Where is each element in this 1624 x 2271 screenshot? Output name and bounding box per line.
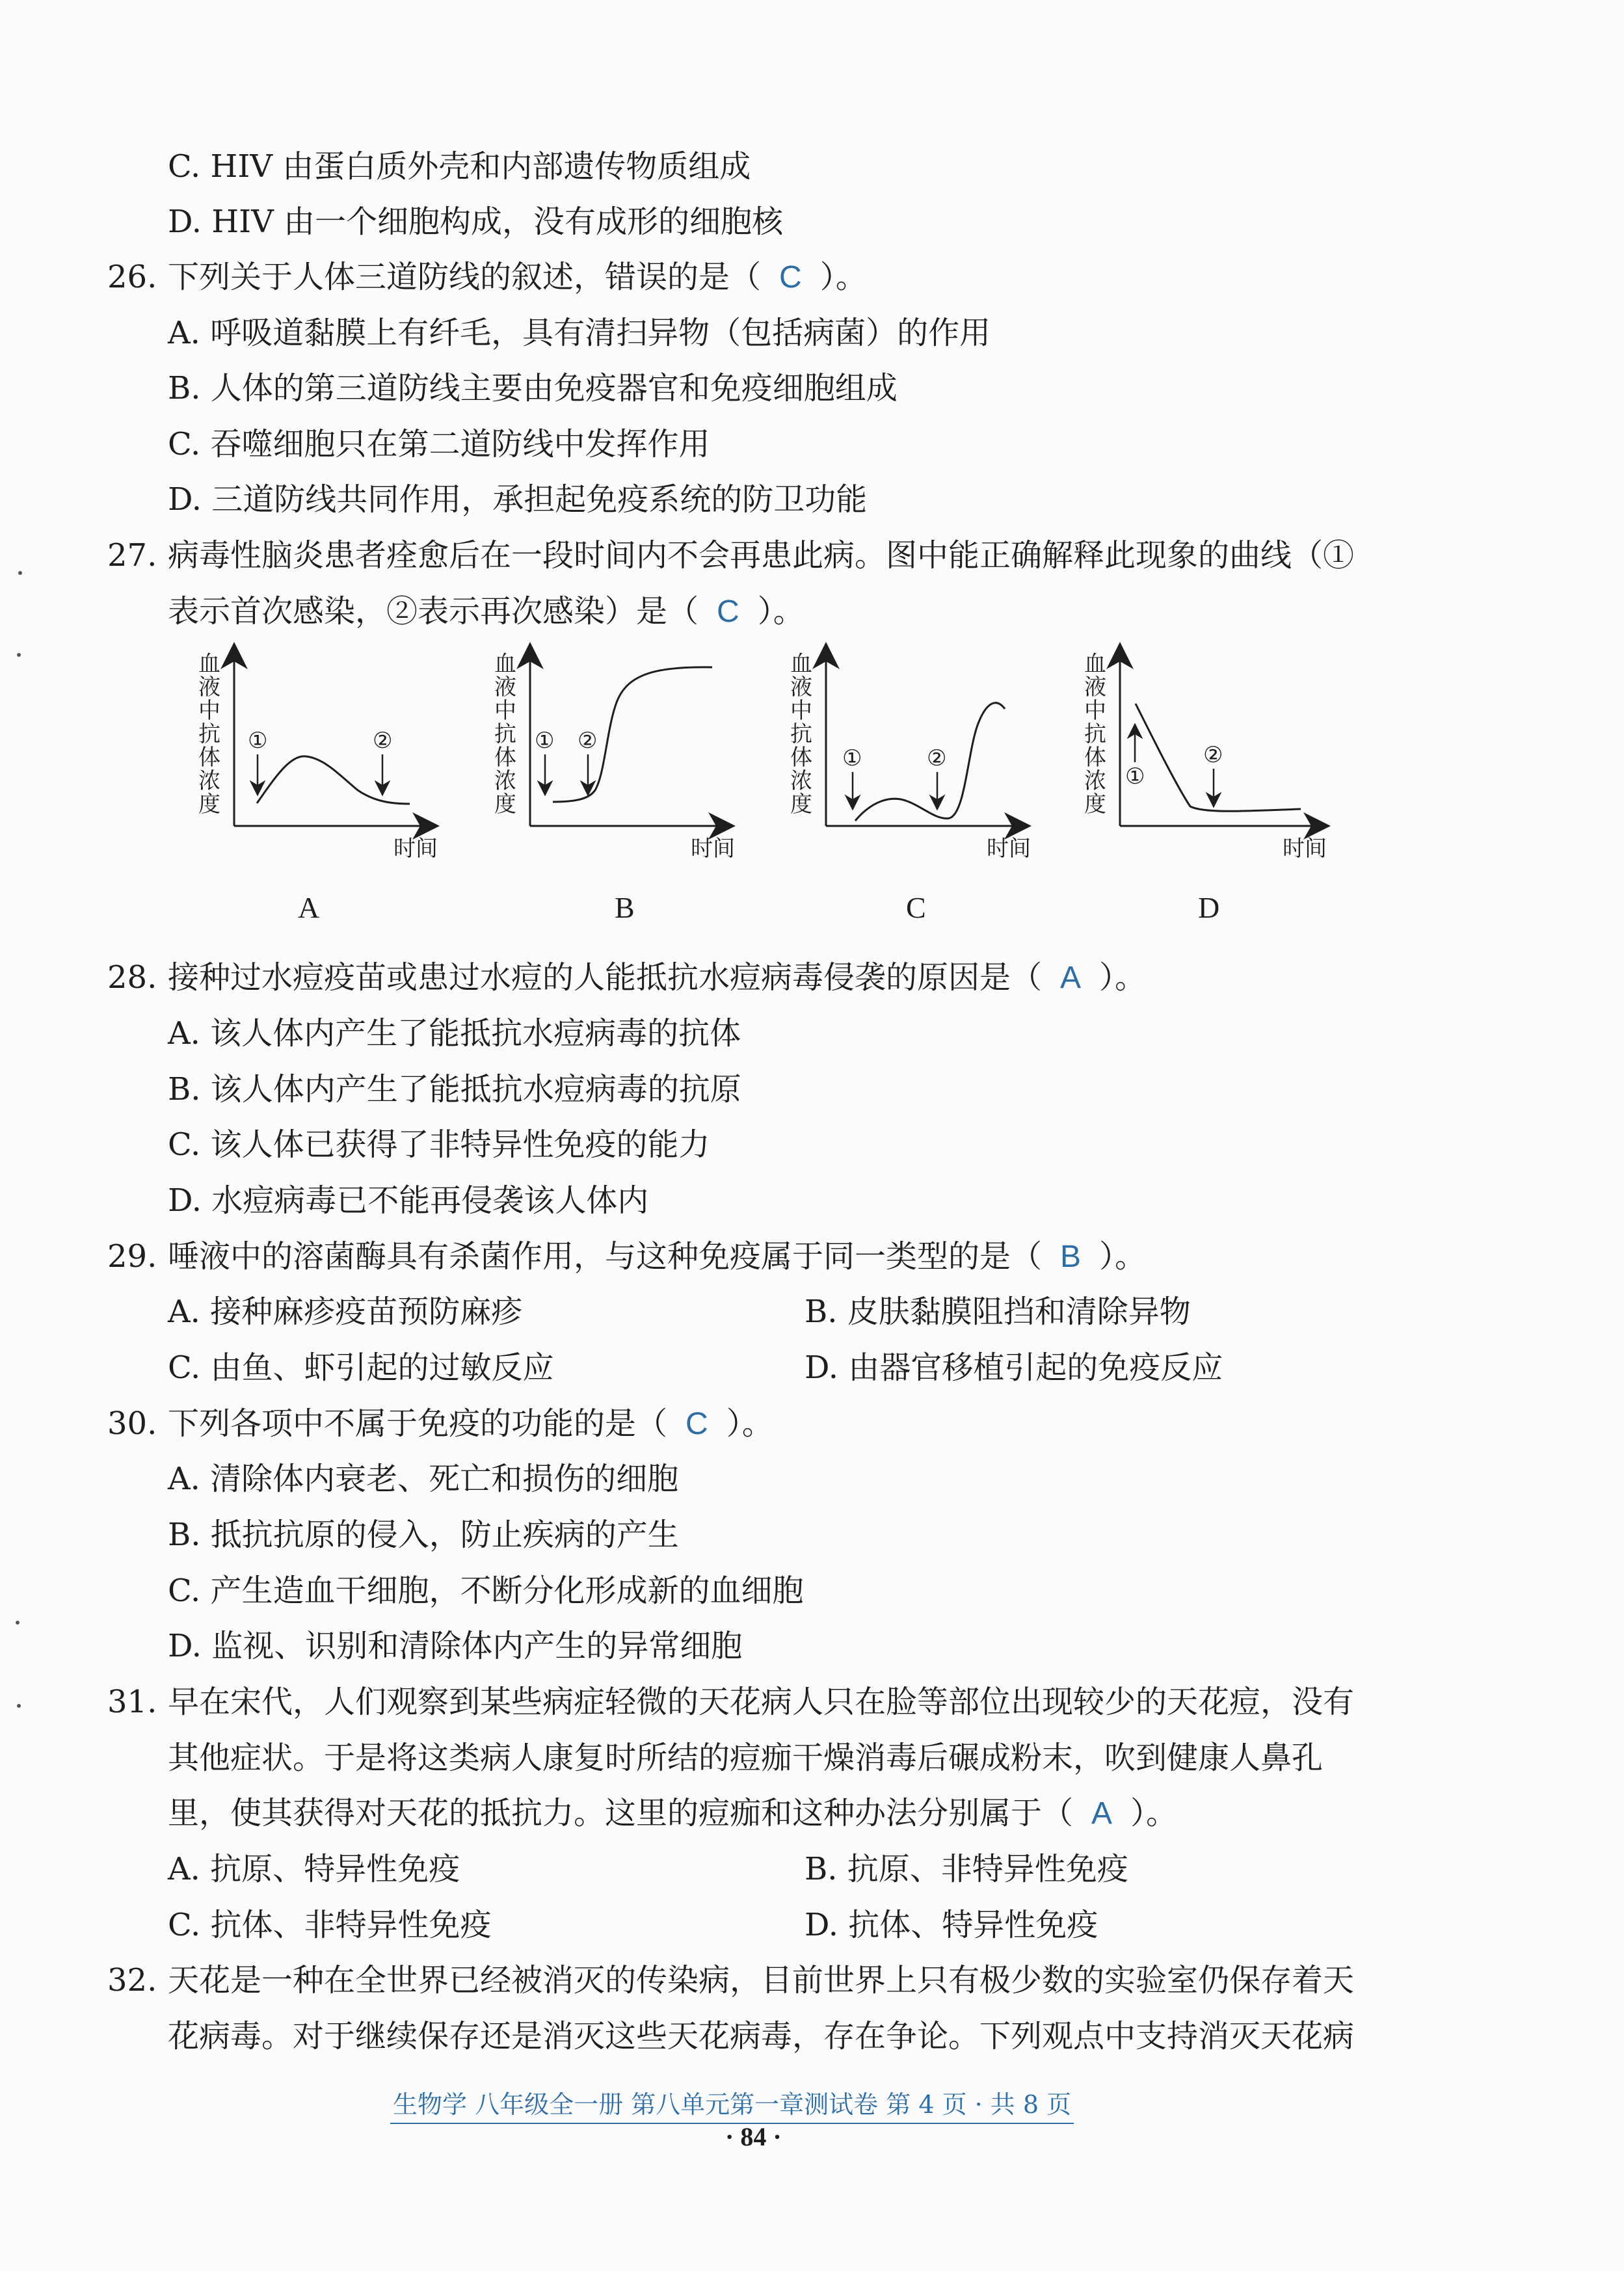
graph-c-y-label-char: 血 <box>790 651 812 677</box>
graph-a-y-label-char: 液 <box>198 674 220 700</box>
q28-stem-end: ）。 <box>1099 959 1147 996</box>
q30-stem-text: 下列各项中不属于免疫的功能的是（ <box>168 1405 668 1442</box>
graph-b-y-label-char: 中 <box>494 698 516 724</box>
q28-option-a: A. 该人体内产生了能抵抗水痘病毒的抗体 <box>168 1015 741 1052</box>
q26-option-c: C. 吞噬细胞只在第二道防线中发挥作用 <box>168 426 710 462</box>
graph-b <box>530 656 735 862</box>
graph-c-y-label-char: 抗 <box>790 721 812 747</box>
graph-d-y-label-char: 血 <box>1084 651 1106 677</box>
q31-option-b: B. 抗原、非特异性免疫 <box>805 1851 1128 1887</box>
q26-stem-end: ）。 <box>819 259 867 295</box>
graph-a-curve <box>257 756 410 804</box>
q30-option-d: D. 监视、识别和清除体内产生的异常细胞 <box>168 1628 743 1664</box>
q26-option-a: A. 呼吸道黏膜上有纤毛，具有清扫异物（包括病菌）的作用 <box>168 315 991 351</box>
scan-speck <box>16 1621 20 1625</box>
q26-stem-text: 下列关于人体三道防线的叙述，错误的是（ <box>168 259 762 295</box>
q31-option-a: A. 抗原、特异性免疫 <box>168 1851 460 1887</box>
graph-c-y-label-char: 体 <box>790 745 812 771</box>
q31-line2: 其他症状。于是将这类病人康复时所结的痘痂干燥消毒后碾成粉末，吹到健康人鼻孔 <box>168 1740 1324 1776</box>
graph-a-y-label-char: 抗 <box>198 721 220 747</box>
q31-line3 <box>168 1794 1177 1833</box>
q32-line1: 天花是一种在全世界已经被消灭的传染病，目前世界上只有极少数的实验室仍保存着天 <box>168 1962 1355 1999</box>
q27-line2-end: ）。 <box>757 593 805 630</box>
graph-a-y-label-char: 中 <box>198 698 220 724</box>
q25-option-d: D. HIV 由一个细胞构成，没有成形的细胞核 <box>168 204 784 240</box>
graph-a-y-label-char: 浓 <box>198 768 220 794</box>
graph-b-y-label-char: 液 <box>494 674 516 700</box>
graph-a-mark-2: ② <box>373 728 393 754</box>
q28-answer: A <box>1060 961 1082 995</box>
graph-d-caption: D <box>1198 891 1220 924</box>
graph-a-y-label-char: 度 <box>198 791 220 817</box>
q28-stem <box>168 958 1146 998</box>
q30-stem <box>168 1404 773 1444</box>
graph-b-y-label-char: 抗 <box>494 721 516 747</box>
q26-option-d: D. 三道防线共同作用，承担起免疫系统的防卫功能 <box>168 481 868 518</box>
q29-option-c: C. 由鱼、虾引起的过敏反应 <box>168 1349 554 1386</box>
q30-option-c: C. 产生造血干细胞，不断分化形成新的血细胞 <box>168 1573 804 1609</box>
q28-stem-text: 接种过水痘疫苗或患过水痘的人能抵抗水痘病毒侵袭的原因是（ <box>168 959 1043 996</box>
q29-option-a: A. 接种麻疹疫苗预防麻疹 <box>168 1294 523 1330</box>
q29-option-d: D. 由器官移植引起的免疫反应 <box>805 1349 1223 1386</box>
graph-d-y-label-char: 体 <box>1084 745 1106 771</box>
q26-answer: C <box>779 260 802 295</box>
graph-b-x-label: 时间 <box>691 836 735 862</box>
graph-b-curve <box>553 667 712 802</box>
q32-number: 32. <box>107 1962 157 1999</box>
q28-number: 28. <box>107 959 157 996</box>
graph-d-y-label-char: 度 <box>1084 791 1106 817</box>
q25-option-c: C. HIV 由蛋白质外壳和内部遗传物质组成 <box>168 148 751 185</box>
graph-c-x-label: 时间 <box>987 836 1031 862</box>
graph-b-y-label-char: 浓 <box>494 768 516 794</box>
graph-d <box>1120 656 1327 862</box>
q26-number: 26. <box>107 259 157 295</box>
q32-line2: 花病毒。对于继续保存还是消灭这些天花病毒，存在争论。下列观点中支持消灭天花病 <box>168 2018 1355 2054</box>
q28-option-c: C. 该人体已获得了非特异性免疫的能力 <box>168 1126 710 1163</box>
q29-number: 29. <box>107 1238 157 1275</box>
graph-b-caption: B <box>615 891 635 924</box>
page-number: · 84 · <box>725 2122 782 2151</box>
graph-c <box>826 656 1031 862</box>
q29-stem-text: 唾液中的溶菌酶具有杀菌作用，与这种免疫属于同一类型的是（ <box>168 1238 1043 1275</box>
q31-option-d: D. 抗体、特异性免疫 <box>805 1907 1098 1943</box>
q27-line2-text: 表示首次感染，②表示再次感染）是（ <box>168 593 699 630</box>
q30-stem-end: ）。 <box>726 1405 773 1442</box>
graph-d-mark-1: ① <box>1125 764 1145 790</box>
graph-b-y-label-char: 血 <box>494 651 516 677</box>
graph-c-y-label-char: 浓 <box>790 768 812 794</box>
graph-a <box>234 656 438 862</box>
q27-answer: C <box>717 594 739 629</box>
q30-answer: C <box>686 1407 708 1441</box>
q30-number: 30. <box>107 1405 157 1442</box>
graph-b-y-label <box>492 652 518 816</box>
graph-c-y-label <box>788 652 814 816</box>
graph-d-y-label <box>1082 652 1108 816</box>
graph-c-mark-2: ② <box>927 745 947 771</box>
graph-d-y-label-char: 抗 <box>1084 721 1106 747</box>
scan-speck <box>17 653 21 657</box>
q29-option-b: B. 皮肤黏膜阻挡和清除异物 <box>805 1294 1191 1330</box>
q29-stem-end: ）。 <box>1099 1238 1147 1275</box>
q30-option-a: A. 清除体内衰老、死亡和损伤的细胞 <box>168 1461 679 1497</box>
graph-d-mark-2: ② <box>1203 742 1223 768</box>
q27-number: 27. <box>107 537 157 574</box>
graph-c-caption: C <box>906 891 926 924</box>
q30-option-b: B. 抵抗抗原的侵入，防止疾病的产生 <box>168 1517 679 1553</box>
graph-c-y-label-char: 液 <box>790 674 812 700</box>
scan-speck <box>18 571 22 575</box>
graph-a-caption: A <box>298 891 320 924</box>
q31-answer: A <box>1091 1796 1113 1831</box>
q28-option-b: B. 该人体内产生了能抵抗水痘病毒的抗原 <box>168 1071 741 1108</box>
graph-d-y-label-char: 液 <box>1084 674 1106 700</box>
graph-b-mark-2: ② <box>578 728 598 754</box>
graph-a-mark-1: ① <box>248 728 268 754</box>
q26-option-b: B. 人体的第三道防线主要由免疫器官和免疫细胞组成 <box>168 370 898 406</box>
graph-a-x-label: 时间 <box>393 836 438 862</box>
graph-a-y-label-char: 血 <box>198 651 220 677</box>
q29-stem <box>168 1237 1146 1277</box>
q31-number: 31. <box>107 1684 157 1720</box>
graph-b-mark-1: ① <box>535 728 555 754</box>
graph-d-x-label: 时间 <box>1283 836 1327 862</box>
graph-c-y-label-char: 度 <box>790 791 812 817</box>
graph-d-y-label-char: 浓 <box>1084 768 1106 794</box>
page-footer: 生物学 八年级全一册 第八单元第一章测试卷 第 4 页 · 共 8 页 <box>390 2084 1074 2124</box>
q29-answer: B <box>1060 1240 1082 1274</box>
graph-a-y-label <box>196 652 222 816</box>
q27-line1: 病毒性脑炎患者痊愈后在一段时间内不会再患此病。图中能正确解释此现象的曲线（① <box>168 537 1355 574</box>
graph-c-y-label-char: 中 <box>790 698 812 724</box>
q31-line1: 早在宋代，人们观察到某些病症轻微的天花病人只在脸等部位出现较少的天花痘，没有 <box>168 1684 1355 1720</box>
graph-b-y-label-char: 度 <box>494 791 516 817</box>
q28-option-d: D. 水痘病毒已不能再侵袭该人体内 <box>168 1182 649 1219</box>
graph-c-mark-1: ① <box>842 745 862 771</box>
graph-b-y-label-char: 体 <box>494 745 516 771</box>
q31-line3-text: 里，使其获得对天花的抵抗力。这里的痘痂和这种办法分别属于（ <box>168 1795 1074 1831</box>
graph-a-y-label-char: 体 <box>198 745 220 771</box>
graph-d-y-label-char: 中 <box>1084 698 1106 724</box>
q31-option-c: C. 抗体、非特异性免疫 <box>168 1907 492 1943</box>
q31-line3-end: ）。 <box>1130 1795 1178 1831</box>
scan-speck <box>17 1704 21 1708</box>
